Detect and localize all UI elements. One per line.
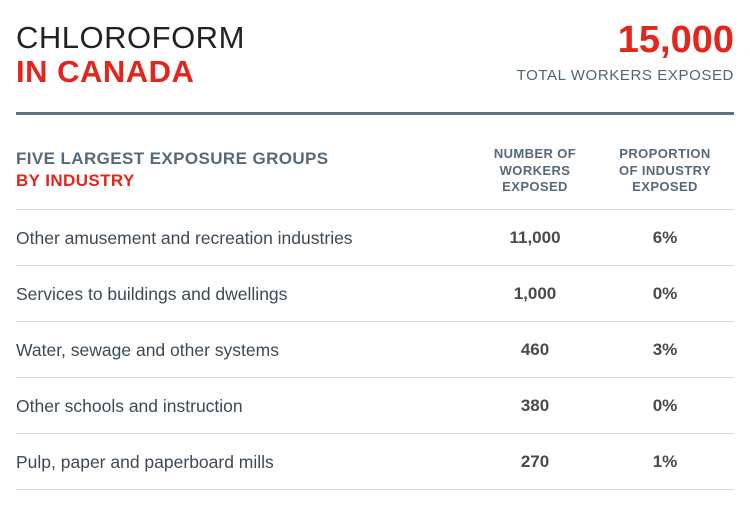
industry-cell: Other schools and instruction: [16, 396, 243, 416]
table-row: [16, 266, 734, 322]
page-title: CHLOROFORM: [16, 20, 245, 55]
workers-cell: 380: [520, 396, 550, 415]
table-row: [16, 378, 734, 434]
proportion-cell: 6%: [652, 228, 678, 247]
column-header-workers: NUMBER OF WORKERS EXPOSED: [493, 146, 577, 194]
column-header-proportion: PROPORTION OF INDUSTRY EXPOSED: [618, 146, 712, 194]
industry-cell: Water, sewage and other systems: [16, 340, 279, 360]
total-workers-label: TOTAL WORKERS EXPOSED: [516, 67, 734, 84]
header: [16, 18, 734, 114]
table-row: [16, 322, 734, 378]
proportion-cell: 1%: [652, 452, 678, 471]
workers-cell: 11,000: [509, 228, 561, 247]
exposure-table: [16, 140, 734, 490]
industry-cell: Pulp, paper and paperboard mills: [16, 452, 274, 472]
workers-cell: 460: [520, 340, 550, 359]
table-title-line2: BY INDUSTRY: [16, 171, 135, 190]
table-title: [16, 148, 329, 192]
table-row: [16, 434, 734, 490]
table-title-line1: FIVE LARGEST EXPOSURE GROUPS: [16, 149, 329, 168]
total-workers-value: 15,000: [617, 19, 734, 61]
table-row: [16, 210, 734, 266]
header-divider: [16, 112, 734, 115]
table-header: [16, 140, 734, 210]
industry-cell: Services to buildings and dwellings: [16, 284, 288, 304]
proportion-cell: 0%: [652, 396, 678, 415]
workers-cell: 1,000: [513, 284, 557, 303]
industry-cell: Other amusement and recreation industries: [16, 228, 353, 248]
proportion-cell: 0%: [652, 284, 678, 303]
proportion-cell: 3%: [652, 340, 678, 359]
workers-cell: 270: [520, 452, 550, 471]
page-subtitle: IN CANADA: [16, 54, 195, 89]
